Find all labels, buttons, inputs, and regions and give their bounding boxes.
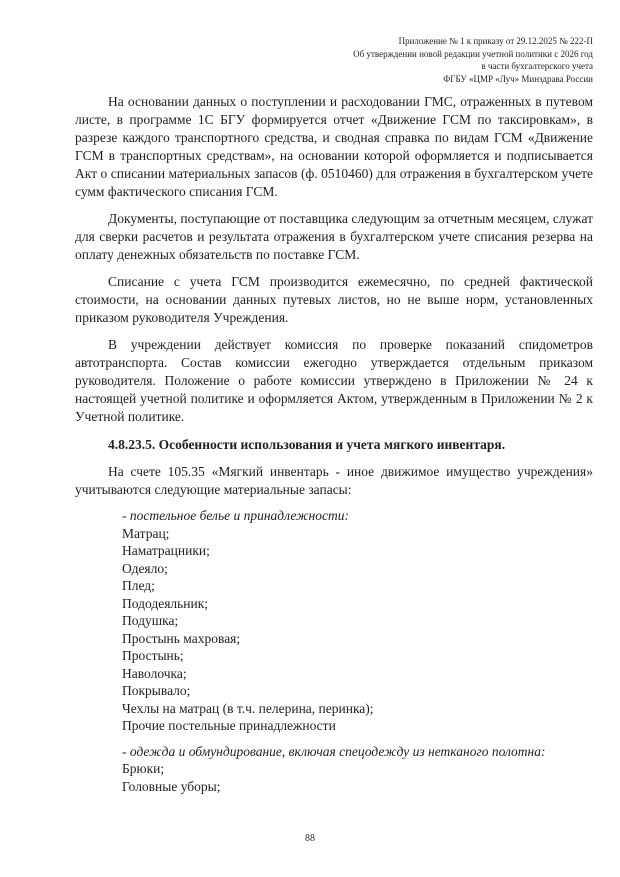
header-line: Приложение № 1 к приказу от 29.12.2025 № 222-П [398,36,593,46]
list-item: Простынь; [122,648,184,663]
list-item: Наматрацники; [122,543,210,558]
bedding-list-items [75,525,593,735]
list-item: Одеяло; [122,560,168,576]
list-item: Головные уборы; [122,778,221,794]
clothing-list-title: - одежда и обмундирование, включая спецодежду из нетканого полотна: [122,743,546,759]
list-item: Простынь махровая; [122,630,241,646]
bedding-list-title: - постельное белье и принадлежности: [122,508,349,523]
bedding-list-section [75,507,593,735]
list-item: Пододеяльник; [122,595,209,611]
page-number: 88 [305,833,315,844]
list-item: Матрац; [122,525,170,541]
list-item: Плед; [122,578,155,593]
list-item: Покрывало; [122,683,191,698]
paragraph: Списание с учета ГСМ производится ежемесячно, по средней фактической стоимости, на основании данных путевых листов, но не выше норм, установленных приказом руководителя Учреждения. [75,274,593,325]
document-body [75,93,593,795]
list-item: Брюки; [122,761,165,776]
paragraph: На основании данных о поступлении и расходовании ГМС, отраженных в путевом листе, в программе 1С БГУ формируется отчет «Движение ГСМ по таксировкам», в разрезе каждого транспортного средства, и сводная справка по видам ГСМ «Движение ГСМ в транспортных средствам», на основании которой оформляется и подписывается Акт о списании материальных запасов (ф. 0510460) для отражения в бухгалтерском учете сумм фактического списания ГСМ. [75,94,593,199]
header-line: в части бухгалтерского учета [481,61,593,71]
document-header [75,35,593,85]
list-item: Подушка; [122,613,179,628]
header-line: Об утверждении новой редакции учетной политики с 2026 год [353,48,593,59]
section-heading: 4.8.23.5. Особенности использования и учета мягкого инвентаря. [108,437,506,452]
paragraph: Документы, поступающие от поставщика следующим за отчетным месяцем, служат для сверки расчетов и результата отражения в бухгалтерском учете списания резерва на оплату денежных обязательств по поставке ГСМ. [75,211,593,262]
intro-paragraph: На счете 105.35 «Мягкий инвентарь - иное движимое имущество учреждения» учитываются следующие материальные запасы: [75,464,593,497]
header-line: ФГБУ «ЦМР «Луч» Минздрава России [443,73,593,84]
list-item: Прочие постельные принадлежности [122,718,336,733]
list-item: Наволочка; [122,665,187,681]
clothing-list-items [75,760,593,795]
list-item: Чехлы на матрац (в т.ч. пелерина, перинка); [122,700,374,716]
clothing-list-section [75,743,593,796]
body-paragraphs [75,93,593,426]
paragraph: В учреждении действует комиссия по проверке показаний спидометров автотранспорта. Состав комиссии ежегодно утверждается отдельным приказом руководителя. Положение о работе комиссии утверждено в Приложении № 24 к настоящей учетной политике и оформляется Актом, утвержденным в Приложении № 2 к Учетной политике. [75,337,593,424]
